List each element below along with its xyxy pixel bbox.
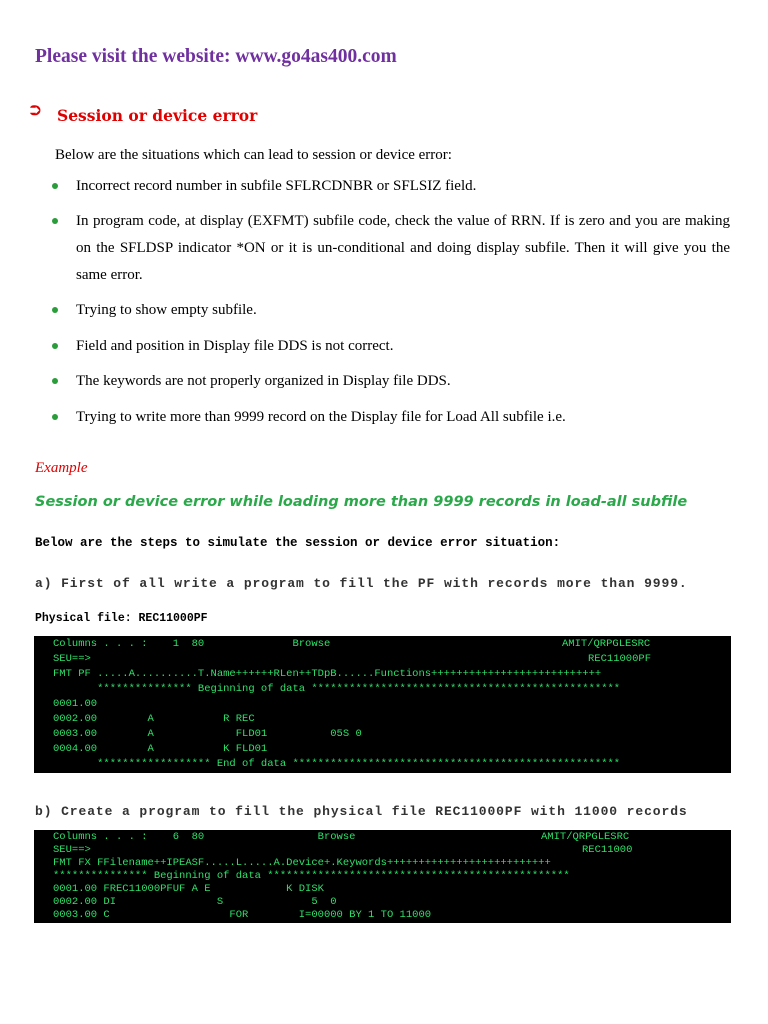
terminal-line: 0004.00 A K FLD01 [53,743,268,755]
terminal-member-name: REC11000PF [588,653,652,665]
list-item-text: Trying to write more than 9999 record on the Display file for Load All subfile i.e. [76,409,566,425]
list-item-text: The keywords are not properly organized in Display file DDS. [76,373,451,389]
terminal-header: Columns . . . : 6 80 Browse [53,831,356,843]
terminal-line: FMT PF .....A..........T.Name++++++RLen++TDpB......Functions+++++++++++++++++++++++++++ [53,668,602,680]
list-item [52,368,730,395]
terminal-line: *************** Beginning of data ************************************************* [53,683,621,695]
terminal-line: 0001.00 FREC11000PFUF A E K DISK [53,883,324,895]
example-label: Example [35,460,88,476]
list-item-text: Incorrect record number in subfile SFLRCDNBR or SFLSIZ field. [76,178,477,194]
section-title: Session or device error [57,106,258,125]
terminal-source-file: AMIT/QRPGLESRC [562,638,651,650]
list-item [52,297,730,324]
website-banner: Please visit the website: www.go4as400.com [35,46,397,67]
list-item [52,404,730,431]
terminal-line: ****************** End of data **************************************************** [53,758,621,770]
terminal-command-line: SEU==> [53,844,91,856]
terminal-member-name: REC11000 [582,844,633,856]
list-item [52,208,730,289]
terminal-browse-program [34,830,731,923]
example-subtitle: Session or device error while loading more than 9999 records in load-all subfile [35,494,688,510]
terminal-line: 0003.00 A FLD01 05S 0 [53,728,362,740]
terminal-browse-pf [34,636,731,773]
list-item-text: Trying to show empty subfile. [76,302,257,318]
terminal-line: FMT FX FFilename++IPEASF.....L.....A.Device+.Keywords++++++++++++++++++++++++++ [53,857,551,869]
bullet-dot-icon [52,378,58,384]
bullet-dot-icon [52,183,58,189]
terminal-line: 0001.00 [53,698,98,710]
intro-text: Below are the situations which can lead to session or device error: [55,147,452,163]
list-item [52,173,730,200]
bullet-dot-icon [52,414,58,420]
terminal-line: *************** Beginning of data ************************************************ [53,870,570,882]
steps-heading: Below are the steps to simulate the session or device error situation: [35,536,561,550]
terminal-line: 0002.00 A R REC [53,713,255,725]
list-item-text: Field and position in Display file DDS is not correct. [76,338,394,354]
bullet-dot-icon [52,218,58,224]
step-b: b) Create a program to fill the physical file REC11000PF with 11000 records [35,804,688,819]
list-item [52,333,730,360]
physical-file-label: Physical file: REC11000PF [35,612,208,625]
terminal-command-line: SEU==> [53,653,91,665]
terminal-line: 0002.00 DI S 5 0 [53,896,337,908]
bullet-dot-icon [52,307,58,313]
arrow-right-circle-icon: ⮊ [30,103,41,119]
terminal-line: 0003.00 C FOR I=00000 BY 1 TO 11000 [53,909,432,921]
terminal-source-file: AMIT/QRPGLESRC [541,831,630,843]
bullet-dot-icon [52,343,58,349]
list-item-text: In program code, at display (EXFMT) subfile code, check the value of RRN. If is zero and you are making on the SFLDSP indicator *ON or it is un-conditional and doing display subfile. Then it will give you the same error. [76,213,730,283]
terminal-header: Columns . . . : 1 80 Browse [53,638,331,650]
step-a: a) First of all write a program to fill the PF with records more than 9999. [35,576,688,591]
